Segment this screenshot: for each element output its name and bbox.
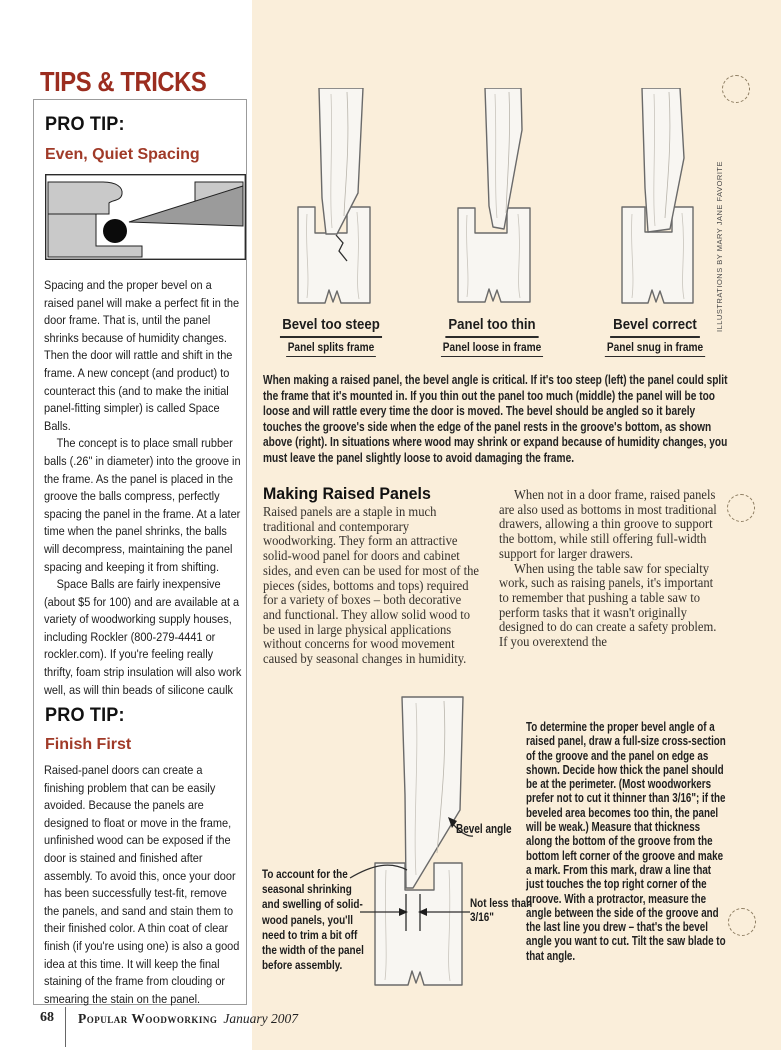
pro-tip-title-1: Even, Quiet Spacing (45, 146, 200, 163)
figure-sublabel: Panel loose in frame (441, 342, 543, 357)
registration-circle (727, 494, 755, 522)
tip2-body (44, 762, 242, 1008)
tip1-paragraph: The concept is to place small rubber balls (.26" in diameter) into the groove in the frame. As the panel is placed in the groove the balls compress, perfectly spacing the panel in the frame. At a later time when the panel shrinks, the balls will decompress, maintaining the panel spacing and keeping it from shifting. (44, 436, 241, 574)
footer-divider (65, 1007, 66, 1047)
bevel-angle-label: Bevel angle (456, 822, 512, 836)
issue-date: January 2007 (223, 1011, 299, 1026)
figure-label: Bevel too steep (280, 316, 383, 338)
article-paragraph: When using the table saw for specialty work, such as raising panels, it's important to remember that pushing a table saw to perform tasks that it wasn't originally designed to do can create a safety problem. If you overextend the (499, 560, 717, 650)
magazine-name: Popular Woodworking (78, 1011, 218, 1026)
pro-tip-title-2: Finish First (45, 736, 132, 753)
figure-label-group (426, 316, 558, 357)
bevel-instructions-caption: To determine the proper bevel angle of a raised panel, draw a full-size cross-section of the groove and the panel on edge as shown. Decide how thick the panel should be at the perimeter. (Most woodworkers prefer not to cut it thinner than 3/16"; if the beveled area becomes too thin, the panel will be weak.) Measure that thickness along the bottom of the groove from the bottom left corner of the groove and make a mark. From this mark, draw a line that just touches the top right corner of the groove. With a protractor, measure the angle between the side of the groove and the last line you drew – that's the bevel angle you want to cut. Tilt the saw blade to that angle. (526, 720, 726, 963)
space-balls-diagram (45, 174, 246, 260)
footer-text (78, 1011, 298, 1027)
pro-tip-kicker-2: PRO TIP: (45, 705, 125, 726)
article-heading: Making Raised Panels (263, 484, 431, 503)
registration-circle (728, 908, 756, 936)
illustration-credit: ILLUSTRATIONS BY MARY JANE FAVORITE (715, 160, 724, 332)
space-ball (103, 219, 127, 243)
illustration-bevel-too-steep (287, 88, 427, 318)
article-paragraph: Raised panels are a staple in much traditional and contemporary woodworking. They form an attractive solid-wood panel for doors and cabinet sides, and even can be used for most of the pieces (sides, bottoms and tops) required for a variety of boxes – both decorative and functional. They allow solid wood to be used in large physical applications without concerns for wood movement caused by seasonal changes in humidity. (263, 504, 480, 667)
page-number: 68 (40, 1010, 54, 1025)
pro-tip-kicker-1: PRO TIP: (45, 114, 125, 135)
tip1-body (44, 277, 242, 699)
figure-label-group (589, 316, 721, 357)
figure-label-group (265, 316, 397, 357)
tip1-paragraph: Spacing and the proper bevel on a raised panel will make a perfect fit in the door frame. That is, until the panel shrinks because of humidity changes. Then the door will rattle and shift in the frame. A new concept (and product) to counteract this (and to make the initial panel-fitting simpler) is called Space Balls. (44, 278, 240, 433)
section-masthead: TIPS & TRICKS (40, 66, 207, 97)
figure-label: Panel too thin (446, 316, 539, 338)
illustration-bevel-correct (607, 88, 747, 318)
figure-sublabel: Panel snug in frame (605, 342, 705, 357)
figure-caption: When making a raised panel, the bevel angle is critical. If it's too steep (left) the panel could split the frame that it's mounted in. If you thin out the panel too much (middle) the panel will be too loose and will rattle every time the door is moved. The bevel should be angled so it barely touches the groove's side when the edge of the panel rests in the groove's bottom, as shown above (right). In situations where wood may shrink or expand because of humidity changes, you must leave the panel slightly loose to avoid damaging the frame. (263, 372, 728, 465)
article-column-2 (499, 488, 717, 650)
registration-circle (722, 75, 750, 103)
figure-sublabel: Panel splits frame (286, 342, 376, 357)
panel-piece (402, 697, 463, 888)
shrinkage-caption: To account for the seasonal shrinking and swelling of solid-wood panels, you'll need to trim a bit off the width of the panel before assembly. (262, 867, 364, 973)
dimension-label: Not less than 3/16" (470, 896, 533, 924)
figure-label: Bevel correct (611, 316, 700, 338)
tip1-paragraph: Space Balls are fairly inexpensive (about $5 for 100) and are available at a variety of woodworking supply houses, including Rockler (800-279-4441 or rockler.com). If you're feeling really thrifty, foam strip insulation will also work well, as will thin beads of silicone caulk (44, 577, 242, 697)
tip2-paragraph: Raised-panel doors can create a finishing problem that can be easily avoided. Because the panels are designed to float or move in the frame, unfinished wood can be exposed if the door is stained and finished after assembly. To avoid this, once your door has been successfully test-fit, remove the panels, and sand and stain them to their finished color. A thin coat of clear finish (if you're using one) is also a good idea at this time. It will keep the final staining of the frame from clouding or smearing the stain on the panel. (44, 763, 240, 1006)
illustration-panel-too-thin (447, 88, 587, 318)
article-paragraph: When not in a door frame, raised panels are also used as bottoms in most traditional drawers, allowing a thin groove to support the bottom, while still offering full-width support for larger drawers. (499, 487, 717, 561)
article-column-1 (263, 505, 481, 667)
